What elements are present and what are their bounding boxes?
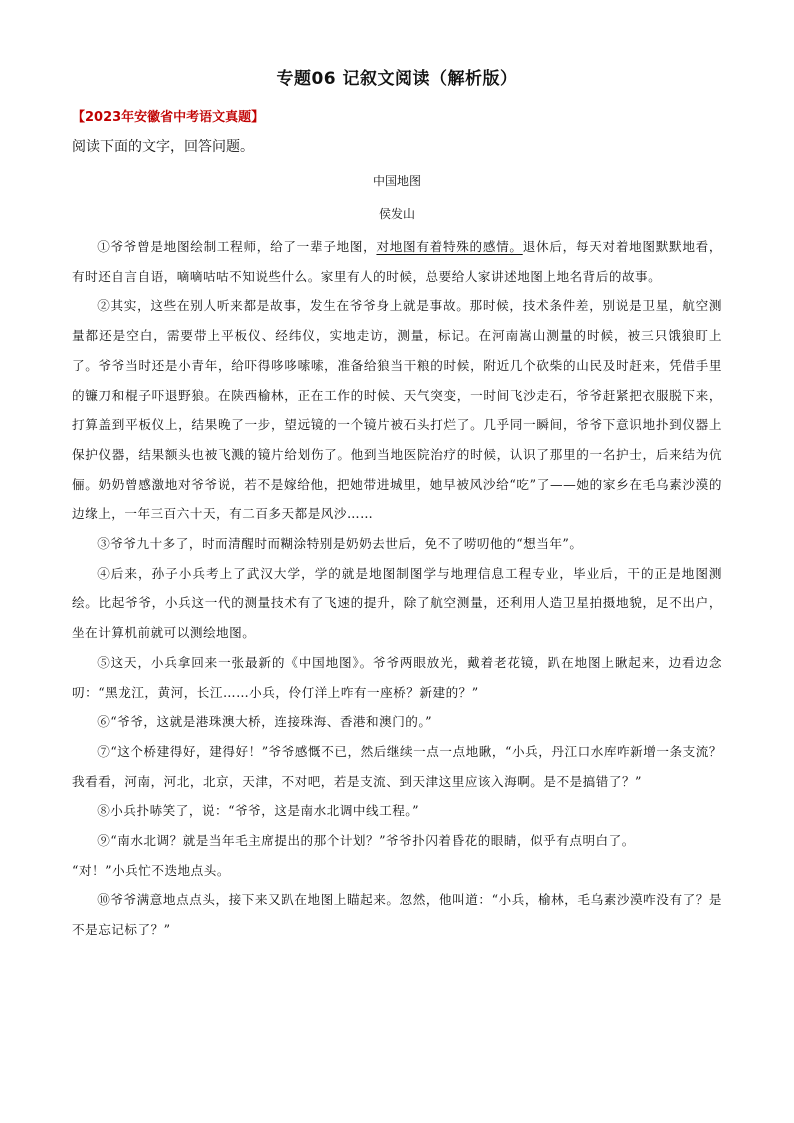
paragraph-2: ②其实，这些在别人听来都是故事，发生在爷爷身上就是事故。那时候，技术条件差，别说是卫星，航空测量都还是空白，需要带上平板仪、经纬仪，实地走访，测量，标记。在河南嵩山测量的时候，被三只饿狼盯上了。爷爷当时还是小青年，给吓得哆哆嗦嗦，准备给狼当干粮的时候，附近几个砍柴的山民及时赶来，凭借手里的镰刀和棍子吓退野狼。在陕西榆林，正在工作的时候、天气突变，一时间飞沙走石，爷爷赶紧把衣服脱下来，打算盖到平板仪上，结果晚了一步，望远镜的一个镜片被石头打烂了。几乎同一瞬间，爷爷下意识地扑到仪器上保护仪器，结果额头也被飞溅的镜片给划伤了。他到当地医院治疗的时候，认识了那里的一名护士，后来结为伉俪。奶奶曾感激地对爷爷说，若不是嫁给他，把她带进城里，她早被风沙给“吃”了——她的家乡在毛乌素沙漠的边缘上，一年三百六十天，有二百多天都是风沙…… — [72, 298, 722, 522]
paragraph-1-text-end: 退休后，每天对着地图默默地看，有时还自言自语，嘀嘀咕咕不知说些什么。家里有人的时候，总要给人家讲述地图上地名背后的故事。 — [72, 239, 723, 284]
reading-instruction: 阅读下面的文字，回答问题。 — [72, 139, 254, 155]
paragraph-8: ⑧小兵扑哧笑了，说：“爷爷，这是南水北调中线工程。” — [97, 803, 420, 819]
article-body — [72, 232, 722, 945]
paragraph-7: ⑦“这个桥建得好，建得好！”爷爷感慨不已，然后继续一点一点地瞅，“小兵，丹江口水库咋新增一条支流？我看看，河南，河北，北京，天津，不对吧，若是支流、到天津这里应该入海啊。是不是搞错了？” — [72, 743, 722, 789]
document-title: 专题06 记叙文阅读（解析版） — [276, 69, 518, 89]
paragraph-10: ⑩爷爷满意地点点头，接下来又趴在地图上瞄起来。忽然，他叫道：“小兵，榆林，毛乌素沙漠咋没有了？是不是忘记标了？” — [72, 892, 722, 938]
paragraph-1 — [72, 232, 722, 291]
paragraph-6: ⑥“爷爷，这就是港珠澳大桥，连接珠海、香港和澳门的。” — [97, 714, 433, 730]
article-title: 中国地图 — [372, 174, 421, 188]
paragraph-1-text-start: ①爷爷曾是地图绘制工程师，给了一辈子地图， — [97, 239, 377, 254]
dialogue-line: “对！”小兵忙不迭地点头。 — [72, 862, 230, 878]
article-author: 侯发山 — [378, 207, 415, 221]
paragraph-9: ⑨“南水北调？就是当年毛主席提出的那个计划？”爷爷扑闪着昏花的眼睛，似乎有点明白了。 — [97, 833, 635, 849]
paragraph-5: ⑤这天，小兵拿回来一张最新的《中国地图》。爷爷两眼放光，戴着老花镜，趴在地图上瞅起来，边看边念叨：“黑龙江，黄河，长江……小兵，伶仃洋上咋有一座桥？新建的？” — [72, 654, 722, 700]
exam-source-tag: 【2023年安徽省中考语文真题】 — [72, 110, 265, 125]
paragraph-3: ③爷爷九十多了，时而清醒时而糊涂特别是奶奶去世后，免不了唠叨他的“想当年”。 — [97, 536, 583, 552]
underlined-sentence: 对地图有着特殊的感情。 — [376, 239, 523, 254]
paragraph-4: ④后来，孙子小兵考上了武汉大学，学的就是地图制图学与地理信息工程专业，毕业后，干的正是地图测绘。比起爷爷，小兵这一代的测量技术有了飞速的提升，除了航空测量，还利用人造卫星拍摄地貌，足不出户，坐在计算机前就可以测绘地图。 — [72, 565, 722, 641]
